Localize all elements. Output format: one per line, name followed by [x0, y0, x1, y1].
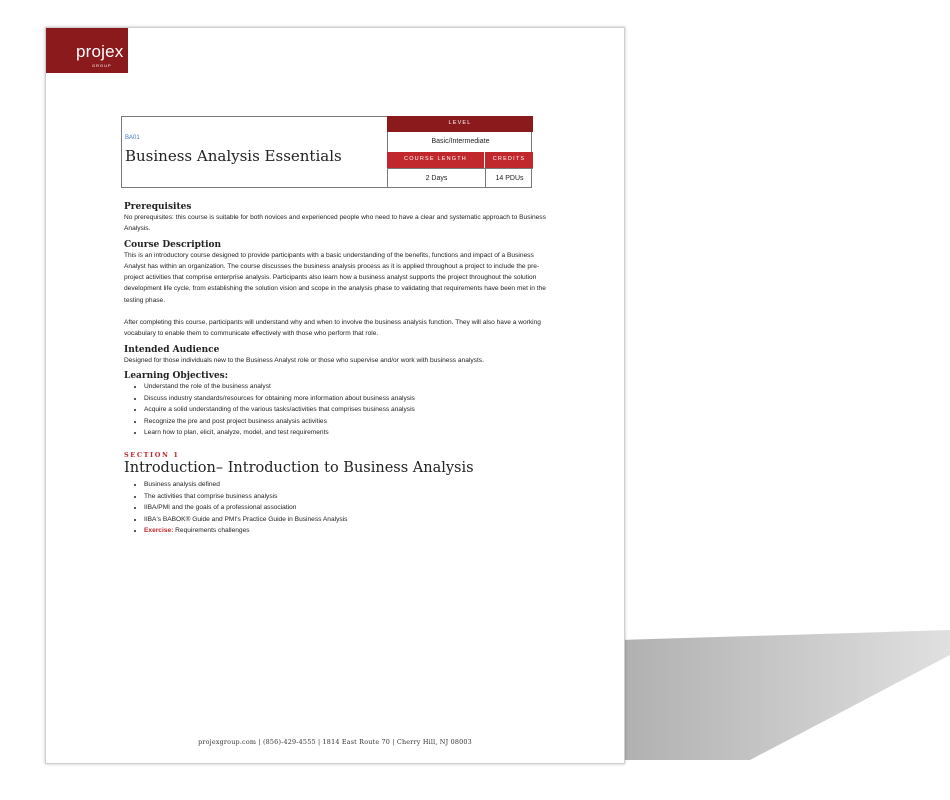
list-item: • IIBA's BABOK® Guide and PMI's Practice Guide in Business Analysis: [144, 514, 554, 526]
list-item: • Business analysis defined: [144, 479, 554, 491]
section-tag: SECTION 1: [124, 450, 180, 459]
logo-wordmark: projex: [76, 42, 124, 61]
section-title: Introduction– Introduction to Business Analysis: [124, 459, 474, 476]
exercise-text: Requirements challenges: [173, 527, 250, 535]
description-paragraph-1: This is an introductory course designed to provide participants with a basic understanding of the benefits, functions and impact of a Business Analyst has within an organization. The course discusses the business analysis process as it is applied throughout a project to include the pre-project activities that comprise enterprise analysis. Participants also learn how a business analyst supports the project throughout the solution development life cycle, from establishing the solution vision and scope in the analysis phase to validating that requirements have been met in the testing phase.: [124, 251, 546, 304]
credits-header: CREDITS: [485, 152, 533, 168]
prerequisites-text: No prerequisites: this course is suitable for both novices and experienced people who need to have a clear and systematic approach to Business Analysis.: [124, 214, 546, 233]
course-title: Business Analysis Essentials: [125, 147, 342, 165]
list-item: • The activities that comprise business analysis: [144, 491, 554, 503]
course-info-box: [121, 116, 532, 188]
course-heading: [122, 117, 387, 187]
document-page: [45, 27, 625, 764]
page-footer: projexgroup.com | (856)-429-4555 | 1814 East Route 70 | Cherry Hill, NJ 08003: [198, 738, 472, 746]
section-topics-list: [124, 479, 554, 537]
level-value: Basic/Intermediate: [387, 132, 533, 152]
exercise-item: [144, 525, 554, 537]
logo-subtitle: GROUP: [92, 63, 112, 68]
list-item: • Understand the role of the business analyst: [144, 381, 554, 393]
objectives-heading: Learning Objectives:: [124, 370, 229, 381]
list-item: • IIBA/PMI and the goals of a professional association: [144, 502, 554, 514]
list-item: • Discuss industry standards/resources for obtaining more information about business analysis: [144, 393, 554, 405]
list-item: • Learn how to plan, elicit, analyze, model, and test requirements: [144, 427, 554, 439]
audience-heading: Intended Audience: [124, 344, 220, 355]
level-header: LEVEL: [387, 116, 533, 132]
list-item: • Recognize the pre and post project business analysis activities: [144, 416, 554, 428]
exercise-label: Exercise:: [144, 527, 174, 535]
projex-logo: [46, 28, 128, 73]
course-details-grid: [387, 116, 533, 188]
course-length-value: 2 Days: [387, 168, 485, 188]
description-paragraph-2: After completing this course, participants will understand why and when to involve the business analysis function. They will also have a working vocabulary to enable them to communicate effectively with those who perform that role.: [124, 319, 541, 338]
course-length-header: COURSE LENGTH: [387, 152, 484, 168]
list-item: • Acquire a solid understanding of the various tasks/activities that comprises business analysis: [144, 404, 554, 416]
audience-text: Designed for those individuals new to the Business Analyst role or those who supervise and/or work with business analysts.: [124, 356, 484, 364]
objectives-list: [124, 381, 554, 439]
prerequisites-heading: Prerequisites: [124, 202, 192, 212]
credits-value: 14 PDUs: [485, 168, 533, 188]
description-heading: Course Description: [124, 239, 222, 250]
course-code: BA01: [125, 135, 140, 141]
course-content: [124, 202, 554, 537]
